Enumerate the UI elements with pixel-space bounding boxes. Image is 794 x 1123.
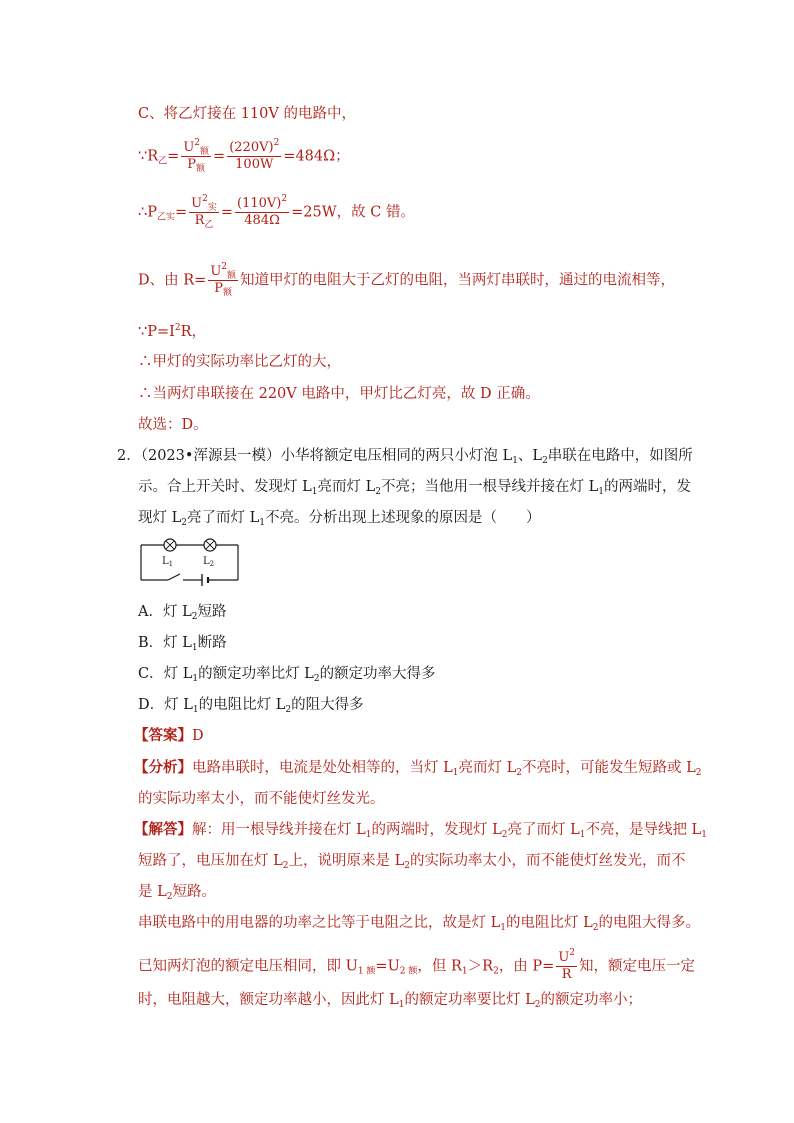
sub: 2 (166, 892, 173, 902)
sub: 2 (695, 768, 702, 778)
text: 短路 (197, 604, 227, 620)
text: 解：用一根导线并接在灯 L (192, 822, 366, 838)
text: 短路了，电压加在灯 L (138, 853, 283, 869)
sub: 2 (592, 923, 599, 933)
c-power-formula: $\therefore P_{乙实}=$ $\frac{U^2_实}{R_乙}$ = $\frac{(110V)^2}{484\Omega}$ =25W，故 C 错。 (138, 194, 415, 230)
text: 亮而灯 L (317, 479, 376, 495)
p-subscript: 乙实 (156, 212, 175, 223)
fraction-u2-over-p (181, 140, 211, 173)
sub: 2 (285, 705, 292, 715)
sub: 1 额 (357, 966, 376, 977)
circuit-svg (138, 536, 242, 586)
text: R， (180, 324, 207, 340)
text: 断路 (197, 635, 227, 651)
q2-line2 (138, 477, 691, 497)
d-statement (138, 264, 675, 297)
text: 是 L (138, 884, 167, 900)
text: 不亮。分析出现上述现象的原因是（ ） (264, 510, 541, 526)
denominator: 484Ω (244, 213, 280, 228)
sub: 1 (598, 487, 604, 497)
text: 的额定功率比灯 L (198, 666, 314, 682)
sub: 2 (375, 487, 381, 497)
text: 的两端时，发现灯 L (371, 822, 502, 838)
text: 的额定功率大得多 (319, 666, 436, 682)
sub: 1 (191, 643, 198, 653)
equals: = (213, 148, 226, 165)
text: 亮而灯 L (458, 760, 517, 776)
d-rest: 知道甲灯的电阻大于乙灯的电阻，当两灯串联时，通过的电流相等， (240, 272, 676, 289)
label-l2: $L_2$ (203, 556, 215, 568)
answer-value: D (192, 728, 204, 744)
solution-line4 (138, 913, 700, 933)
q2-line1 (117, 446, 693, 466)
sub: 实 (207, 203, 217, 213)
sub: 额 (200, 147, 210, 157)
option-c (138, 664, 436, 684)
u-symbol: U (558, 950, 570, 965)
text: 短路。 (172, 884, 216, 900)
solution-line3 (138, 882, 216, 902)
u-symbol: U (191, 196, 203, 211)
d-line2 (138, 322, 206, 342)
sub: 1 (512, 456, 518, 466)
label-l1: $L_1$ (162, 556, 174, 568)
r-symbol: R (194, 213, 205, 228)
text: （2023•浑源县一模）小华将额定电压相同的两只小灯泡 L (140, 448, 513, 464)
sub: 乙 (204, 220, 214, 230)
sub: 2 (181, 518, 187, 528)
c-intro: C、将乙灯接在 110V 的电路中， (138, 106, 356, 122)
numerator: (110V) (237, 196, 282, 211)
text: 不亮，是导线把 L (585, 822, 702, 838)
text: 知，额定电压一定 (579, 958, 696, 975)
fraction-220-over-100 (227, 140, 281, 173)
option-a (138, 602, 226, 622)
r-symbol: ∵R (138, 148, 159, 165)
text: A．灯 L (138, 604, 192, 620)
sub: 1 (701, 830, 707, 840)
sub: 1 (192, 705, 199, 715)
text: D．灯 L (138, 697, 193, 713)
d-line3: ∴甲灯的实际功率比乙灯的大， (138, 354, 341, 370)
fraction-u2-over-r (556, 950, 577, 983)
sub: 额 (223, 288, 233, 298)
sup: 2 (221, 262, 228, 272)
bulb-icon (164, 539, 176, 551)
solution-line2 (138, 851, 685, 871)
sub: 额 (196, 164, 206, 174)
sup: 2 (174, 323, 181, 333)
bulb-icon (204, 539, 216, 551)
q2-number: 2． (117, 448, 141, 464)
sub: 额 (227, 271, 237, 281)
text: 不亮时，可能发生短路或 L (521, 760, 696, 776)
sub: 2 (313, 674, 320, 684)
q2-line3 (138, 508, 540, 528)
sub: 2 (191, 612, 198, 622)
sub: 1 (398, 1000, 405, 1010)
p-symbol: P (214, 281, 224, 296)
text: 现灯 L (138, 510, 182, 526)
sub: 2 (404, 861, 410, 871)
sub: 1 (192, 674, 199, 684)
sub: 1 (365, 830, 372, 840)
text: 串联电路中的用电器的功率之比等于电阻之比，故是灯 L (138, 915, 501, 931)
analysis-line1 (134, 758, 701, 778)
text: 上，说明原来是 L (288, 853, 405, 869)
c-resistance-formula (138, 140, 350, 173)
d-line4: ∴当两灯串联接在 220V 电路中，甲灯比乙灯亮，故 D 正确。 (138, 386, 540, 402)
text: 的额定功率要比灯 L (404, 992, 535, 1008)
sup: 2 (194, 138, 201, 148)
option-d (138, 695, 364, 715)
result: =484Ω； (283, 148, 350, 165)
p-symbol: ∴P (138, 204, 157, 221)
sub: 2 额 (399, 966, 418, 977)
sub: 2 (493, 966, 499, 977)
u-symbol: U (183, 140, 195, 155)
sub: 2 (534, 1000, 541, 1010)
p-symbol: P (187, 157, 197, 172)
text: 不亮；当他用一根导线并接在灯 L (380, 479, 599, 495)
sub: 1 (461, 966, 468, 977)
text: 亮了而灯 L (507, 822, 580, 838)
fraction-u2-over-p (208, 264, 238, 297)
solution-tag: 【解答】 (134, 821, 192, 838)
result: =25W，故 C 错。 (291, 204, 415, 221)
text: 的电阻大得多。 (598, 915, 700, 931)
sup: 2 (569, 948, 576, 958)
u-symbol: U (210, 264, 222, 279)
text: 示。合上开关时、发现灯 L (138, 479, 312, 495)
text: B．灯 L (138, 635, 192, 651)
d-start: D、由 R= (138, 272, 207, 289)
denominator: 100W (235, 157, 274, 172)
sub: 1 (311, 487, 318, 497)
text: 电路串联时，电流是处处相等的，当灯 L (192, 760, 453, 776)
fraction-110-over-484 (235, 196, 289, 229)
sub: 1 (452, 768, 459, 778)
text: ，由 P= (498, 958, 555, 975)
choose-line: 故选：D。 (138, 417, 208, 433)
sup: 2 (202, 194, 208, 204)
text: =U (375, 958, 400, 975)
sub: 2 (542, 456, 548, 466)
text: 的电阻比灯 L (198, 697, 286, 713)
equals: = (167, 148, 180, 165)
text: 的阻大得多 (291, 697, 364, 713)
answer-line (134, 726, 204, 746)
sub: 1 (259, 518, 265, 528)
sub: 2 (282, 861, 289, 871)
analysis-line2: 的实际功率太小，而不能使灯丝发光。 (138, 791, 385, 807)
text: 的两端时，发 (603, 479, 691, 495)
sup: 2 (281, 194, 288, 204)
fraction-u2-over-r (189, 196, 219, 229)
text: 、L (517, 448, 543, 464)
text: 串联在电路中，如图所 (547, 448, 693, 464)
option-b (138, 633, 227, 653)
solution-line5 (138, 950, 695, 983)
text: 已知两灯泡的额定电压相同，即 U (138, 958, 358, 975)
solution-line1 (134, 820, 707, 840)
text: ∵P=I (138, 324, 175, 340)
sup: 2 (273, 138, 280, 148)
numerator: (220V) (229, 140, 274, 155)
circuit-diagram (138, 536, 242, 586)
text: C．灯 L (138, 666, 193, 682)
analysis-tag: 【分析】 (134, 759, 192, 776)
text: 亮了而灯 L (186, 510, 260, 526)
sub: 1 (500, 923, 506, 933)
text: ，但 R (417, 958, 462, 975)
solution-line6 (138, 990, 642, 1010)
text: 的电阻比灯 L (505, 915, 593, 931)
text: 的额定功率小； (540, 992, 642, 1008)
text: 时，电阻越大，额定功率越小，因此灯 L (138, 992, 399, 1008)
r-subscript: 乙 (158, 156, 168, 167)
sub: 2 (501, 830, 508, 840)
sub: 2 (516, 768, 522, 778)
text: ＞R (467, 958, 494, 975)
r-symbol: R (561, 967, 572, 982)
answer-tag: 【答案】 (134, 727, 192, 744)
text: 的实际功率太小，而不能使灯丝发光，而不 (409, 853, 686, 869)
sub: 1 (579, 830, 586, 840)
